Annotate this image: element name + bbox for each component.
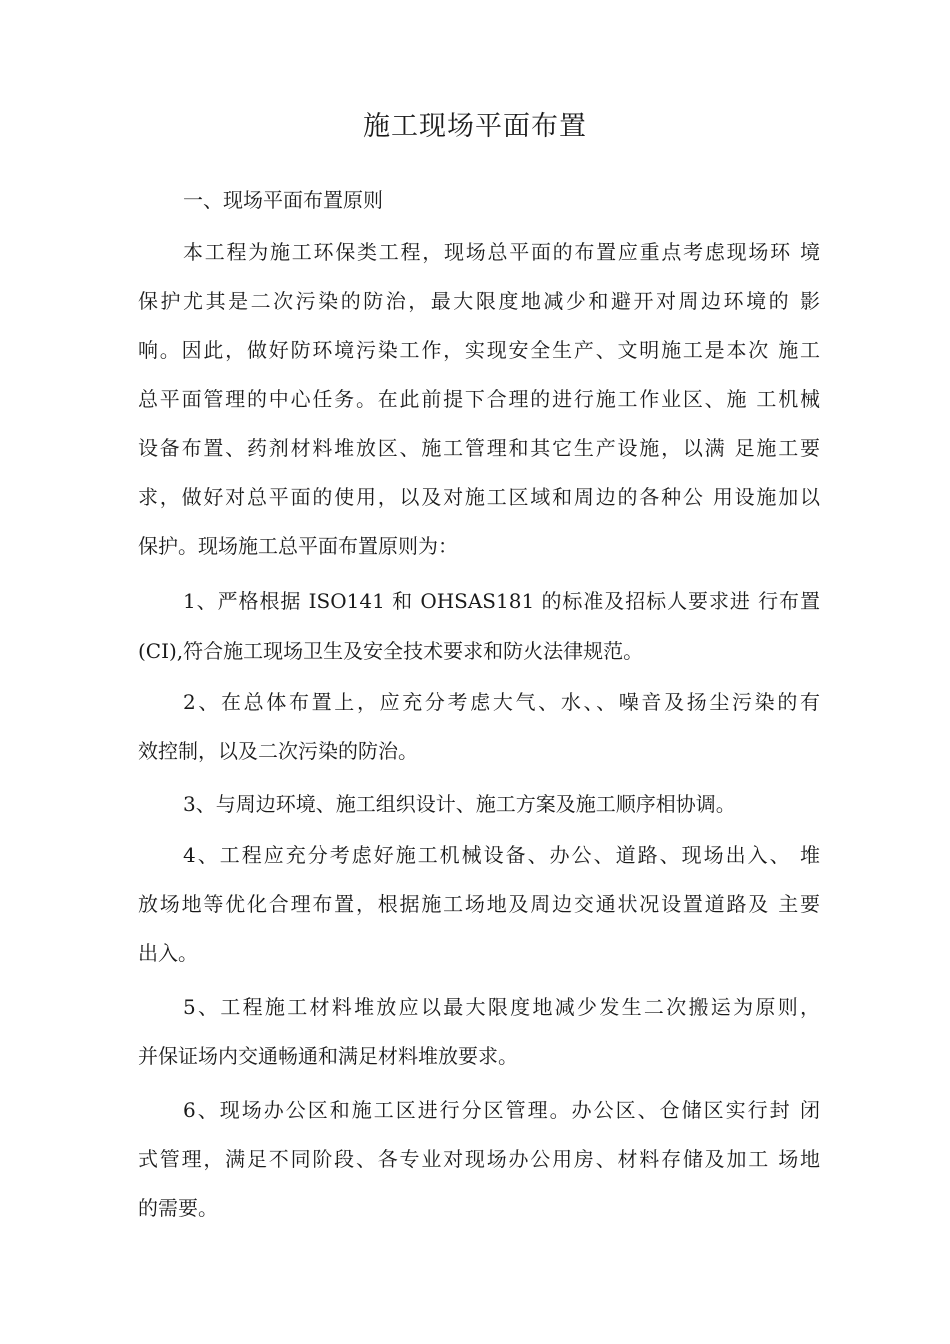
principle-item-6-cont: 式管理，满足不同阶段、各专业对现场办公用房、材料存储及加工 场地 [138, 1147, 820, 1171]
principle-item-4: 4、工程应充分考虑好施工机械设备、办公、道路、现场出入、 堆 [183, 843, 820, 867]
intro-line: 保护尤其是二次污染的防治，最大限度地减少和避开对周边环境的 影 [138, 289, 820, 313]
principle-item-4-cont: 放场地等优化合理布置，根据施工场地及周边交通状况设置道路及 主要 [138, 892, 820, 916]
principle-item-1-cont: (CI),符合施工现场卫生及安全技术要求和防火法律规范。 [138, 639, 644, 663]
document-title: 施工现场平面布置 [363, 111, 587, 142]
intro-line: 响。因此，做好防环境污染工作，实现安全生产、文明施工是本次 施工 [138, 338, 820, 362]
intro-line: 求，做好对总平面的使用，以及对施工区域和周边的各种公 用设施加以 [138, 485, 820, 509]
intro-line: 本工程为施工环保类工程，现场总平面的布置应重点考虑现场环 境 [183, 240, 820, 264]
principle-item-2-cont: 效控制，以及二次污染的防治。 [138, 739, 418, 763]
principle-item-5: 5、工程施工材料堆放应以最大限度地减少发生二次搬运为原则， [183, 995, 820, 1019]
principle-item-2: 2、在总体布置上，应充分考虑大气、水、、噪音及扬尘污染的有 [183, 690, 820, 714]
intro-line: 总平面管理的中心任务。在此前提下合理的进行施工作业区、施 工机械 [138, 387, 820, 411]
intro-line: 保护。现场施工总平面布置原则为： [138, 534, 458, 558]
principle-item-4-cont: 出入。 [138, 941, 198, 965]
section-heading: 一、现场平面布置原则 [183, 188, 383, 212]
principle-item-1: 1、严格根据 ISO141 和 OHSAS181 的标准及招标人要求进 行布置 [183, 589, 820, 613]
principle-item-6: 6、现场办公区和施工区进行分区管理。办公区、仓储区实行封 闭 [183, 1098, 820, 1122]
principle-item-5-cont: 并保证场内交通畅通和满足材料堆放要求。 [138, 1044, 518, 1068]
principle-item-6-cont: 的需要。 [138, 1196, 218, 1220]
intro-line: 设备布置、药剂材料堆放区、施工管理和其它生产设施，以满 足施工要 [138, 436, 820, 460]
principle-item-3: 3、与周边环境、施工组织设计、施工方案及施工顺序相协调。 [183, 792, 736, 816]
